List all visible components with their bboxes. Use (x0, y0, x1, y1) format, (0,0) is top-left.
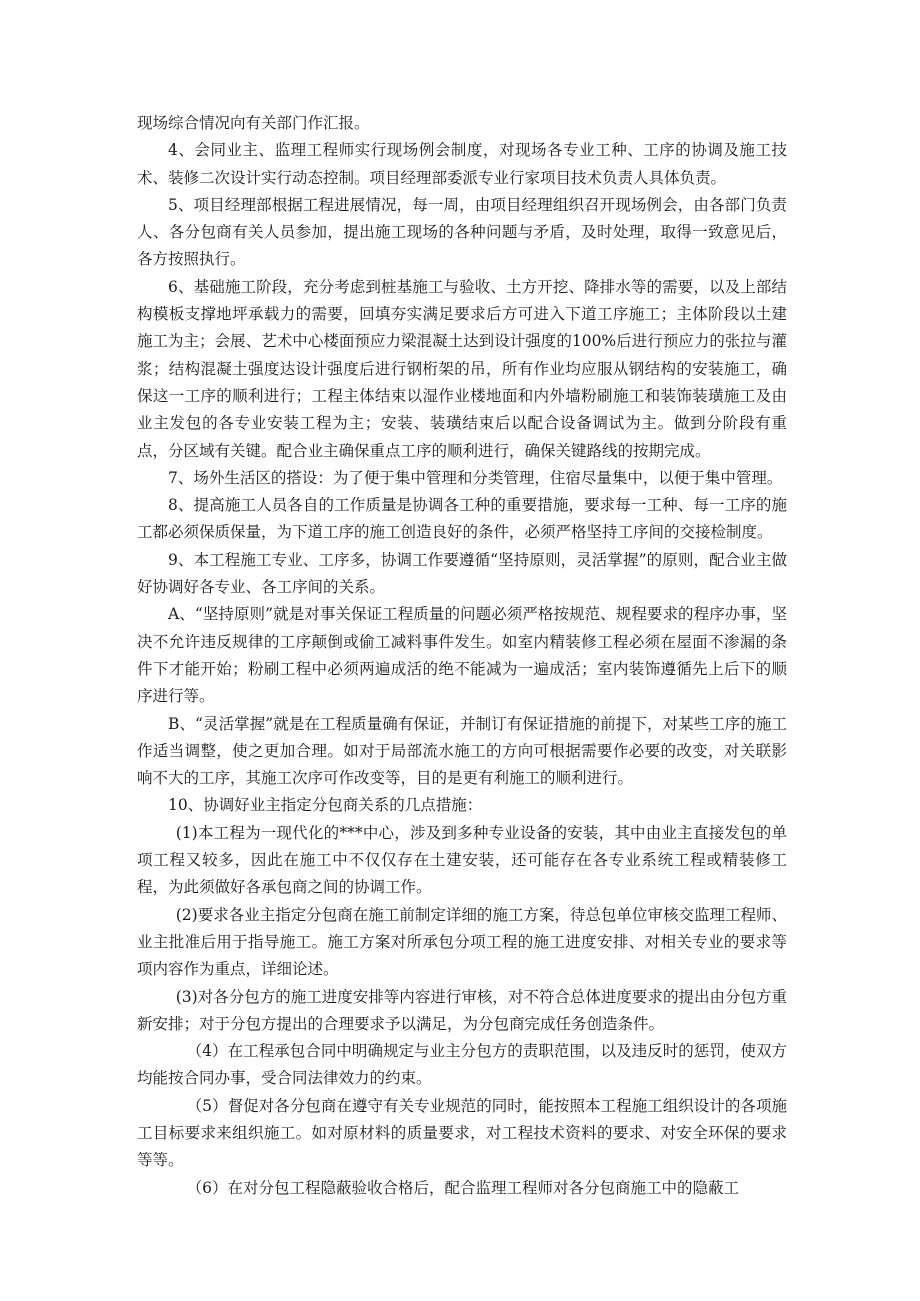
paragraph-subitem-3: (3)对各分包方的施工进度安排等内容进行审核，对不符合总体进度要求的提出由分包方重新安排；对于分包方提出的合理要求予以满足，为分包商完成任务创造条件。 (137, 987, 787, 1033)
paragraph-subitem-1: (1)本工程为一现代化的***中心，涉及到多种专业设备的安装，其中由业主直接发包的单项工程又较多，因此在施工中不仅仅存在土建安装，还可能存在各专业系统工程或精装修工程，为此须做好各承包商之间的协调工作。 (137, 823, 787, 897)
paragraph-continuation: 现场综合情况向有关部门作汇报。 (137, 114, 370, 132)
paragraph-item-4: 4、会同业主、监理工程师实行现场例会制度，对现场各专业工种、工序的协调及施工技术、装修二次设计实行动态控制。项目经理部委派专业行家项目技术负责人具体负责。 (137, 141, 787, 187)
paragraph-item-6: 6、基础施工阶段，充分考虑到桩基施工与验收、土方开挖、降排水等的需要，以及上部结构模板支撑地坪承载力的需要，回填夯实满足要求后方可进入下道工序施工；主体阶段以土建施工为主；会展、艺术中心楼面预应力梁混凝土达到设计强度的100%后进行预应力的张拉与灌浆；结构混凝土强度达设计强度后进行钢桁架的吊，所有作业均应服从钢结构的安装施工，确保这一工序的顺利进行；工程主体结束以湿作业楼地面和内外墙粉刷施工和装饰装璜施工及由业主发包的各专业安装工程为主；安装、装璜结束后以配合设备调试为主。做到分阶段有重点，分区域有关键。配合业主确保重点工序的顺利进行，确保关键路线的按期完成。 (137, 277, 787, 460)
paragraph-subitem-5: （5）督促对各分包商在遵守有关专业规范的同时，能按照本工程施工组织设计的各项施工目标要求来组织施工。如对原材料的质量要求，对工程技术资料的要求、对安全环保的要求等等。 (137, 1096, 787, 1170)
paragraph-item-9: 9、本工程施工专业、工序多，协调工作要遵循“坚持原则，灵活掌握”的原则，配合业主做好协调好各专业、各工序间的关系。 (137, 550, 787, 597)
paragraph-subitem-2: (2)要求各业主指定分包商在施工前制定详细的施工方案，待总包单位审核交监理工程师、业主批准后用于指导施工。施工方案对所承包分项工程的施工进度安排、对相关专业的要求等项内容作为重点，详细论述。 (137, 905, 787, 979)
paragraph-subitem-4: （4）在工程承包合同中明确规定与业主分包方的责职范围，以及违反时的惩罚，使双方均能按合同办事，受合同法律效力的约束。 (137, 1042, 787, 1088)
paragraph-item-9b: B、“灵活掌握”就是在工程质量确有保证，并制订有保证措施的前提下，对某些工序的施工作适当调整，使之更加合理。如对于局部流水施工的方向可根据需要作必要的改变，对关联影响不大的工序，其施工次序可作改变等，目的是更有利施工的顺利进行。 (137, 714, 787, 788)
document-body (137, 110, 787, 1202)
paragraph-item-7: 7、场外生活区的搭设：为了便于集中管理和分类管理，住宿尽量集中，以便于集中管理。 (168, 468, 783, 487)
paragraph-item-10: 10、协调好业主指定分包商关系的几点措施： (168, 796, 483, 815)
paragraph-item-9a: A、“坚持原则”就是对事关保证工程质量的问题必须严格按规范、规程要求的程序办事，坚决不允许违反规律的工序颠倒或偷工减料事件发生。如室内精装修工程必须在屋面不渗漏的条件下才能开始；粉刷工程中必须两遍成活的绝不能减为一遍成活；室内装饰遵循先上后下的顺序进行等。 (137, 605, 787, 706)
paragraph-subitem-6: （6）在对分包工程隐蔽验收合格后，配合监理工程师对各分包商施工中的隐蔽工 (186, 1178, 739, 1197)
paragraph-item-5: 5、项目经理部根据工程进展情况，每一周，由项目经理组织召开现场例会，由各部门负责人、各分包商有关人员参加，提出施工现场的各种问题与矛盾，及时处理，取得一致意见后，各方按照执行。 (137, 195, 787, 269)
paragraph-item-8: 8、提高施工人员各自的工作质量是协调各工种的重要措施，要求每一工种、每一工序的施工都必须保质保量，为下道工序的施工创造良好的条件，必须严格坚持工序间的交接检制度。 (137, 496, 787, 542)
